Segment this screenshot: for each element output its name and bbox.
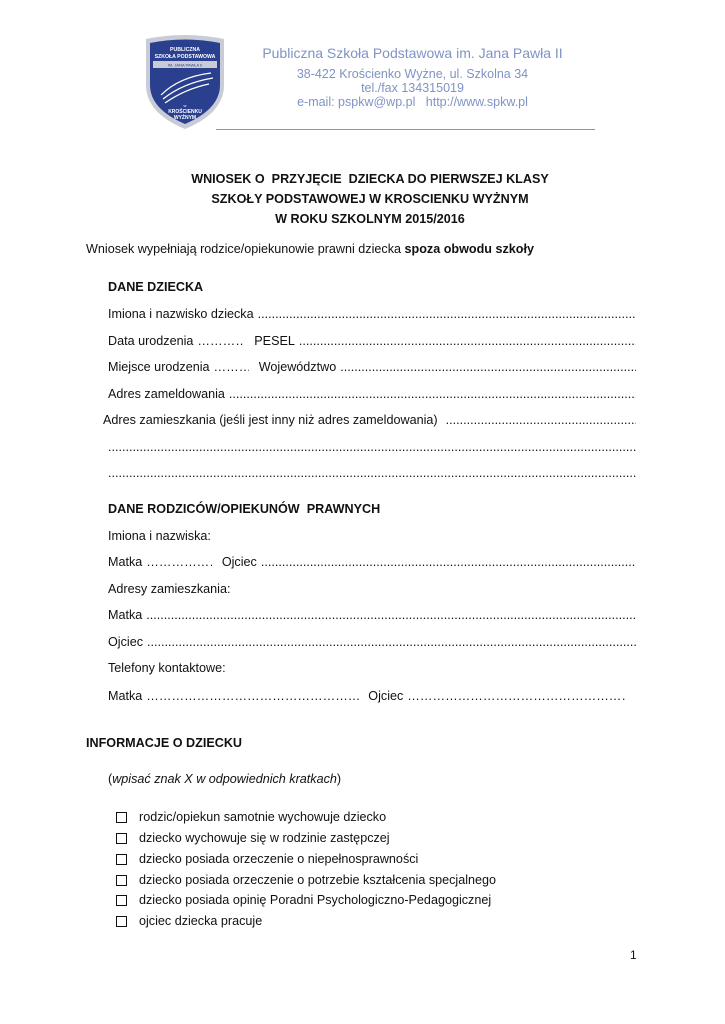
parents-names-row	[108, 555, 636, 573]
logo-text-w: w	[183, 103, 187, 108]
mother-address-field[interactable]	[146, 608, 636, 622]
voivodeship-field[interactable]	[340, 360, 636, 374]
mother-phone-label: Matka	[108, 689, 143, 703]
residence-address-label: Adres zamieszkania (jeśli jest inny niż adres zameldowania)	[103, 413, 438, 427]
residence-address-field-2[interactable]	[108, 440, 636, 454]
residence-address-field[interactable]	[446, 413, 636, 427]
birth-place-field[interactable]	[214, 360, 249, 374]
logo-text-top-2: SZKOŁA PODSTAWOWA	[154, 54, 216, 60]
child-section-heading: DANE DZIECKA	[108, 280, 204, 294]
registered-address-field[interactable]	[229, 387, 636, 401]
form-title	[120, 169, 620, 229]
title-line-3: W ROKU SZKOLNYM 2015/2016	[275, 212, 465, 226]
logo-text-bottom-2: WYŻNYM	[173, 115, 197, 121]
father-address-row[interactable]	[108, 635, 636, 653]
option-row[interactable]	[116, 912, 262, 930]
logo-text-bottom-1: KROŚCIENKU	[168, 109, 202, 115]
mother-phone-field[interactable]	[146, 689, 360, 703]
father-address-label: Ojciec	[108, 635, 143, 649]
father-name-field[interactable]	[261, 555, 636, 569]
birth-place-label: Miejsce urodzenia	[108, 360, 210, 374]
option-row[interactable]	[116, 808, 386, 826]
option-label: dziecko wychowuje się w rodzinie zastępczej	[139, 831, 390, 845]
child-name-label: Imiona i nazwisko dziecka	[108, 307, 254, 321]
registered-address-label: Adres zameldowania	[108, 387, 225, 401]
school-phone: tel./fax 134315019	[361, 81, 464, 95]
checkbox-square-icon[interactable]	[116, 875, 127, 886]
instruction-open: (	[108, 772, 113, 786]
residence-address-field-3[interactable]	[108, 466, 636, 480]
parents-phones-row	[108, 689, 636, 707]
school-name: Publiczna Szkoła Podstawowa im. Jana Pawła II	[262, 45, 563, 61]
father-name-label: Ojciec	[221, 555, 257, 569]
residence-address-line-3[interactable]	[108, 466, 636, 484]
mother-name-field[interactable]	[146, 555, 212, 569]
logo-text-band: IM. JANA PAWŁA II	[167, 62, 203, 68]
title-line-1: WNIOSEK O PRZYJĘCIE DZIECKA DO PIERWSZEJ KLASY	[191, 172, 549, 186]
intro-plain: Wniosek wypełniają rodzice/opiekunowie prawni dziecka	[86, 242, 405, 256]
option-row[interactable]	[116, 829, 390, 847]
mother-address-row[interactable]	[108, 608, 636, 626]
option-label: rodzic/opiekun samotnie wychowuje dziecko	[139, 810, 387, 824]
checkbox-square-icon[interactable]	[116, 833, 127, 844]
child-name-field[interactable]	[258, 307, 636, 321]
option-label: ojciec dziecka pracuje	[139, 914, 263, 928]
school-address: 38-422 Krościenko Wyżne, ul. Szkolna 34	[296, 67, 529, 81]
header-divider	[216, 129, 595, 130]
logo-text-top-1: PUBLICZNA	[170, 47, 200, 53]
voivodeship-label: Województwo	[258, 360, 337, 374]
option-label: dziecko posiada opinię Poradni Psychologiczno-Pedagogicznej	[139, 893, 492, 907]
info-instruction	[108, 772, 341, 786]
father-phone-field[interactable]	[407, 689, 627, 703]
birth-date-row	[108, 334, 636, 352]
checkbox-square-icon[interactable]	[116, 854, 127, 865]
mother-name-label: Matka	[108, 555, 143, 569]
page-number: 1	[630, 948, 637, 962]
option-row[interactable]	[116, 850, 418, 868]
option-row[interactable]	[116, 871, 496, 889]
mother-address-label: Matka	[108, 608, 143, 622]
info-section-heading: INFORMACJE O DZIECKU	[86, 736, 243, 750]
birth-date-label: Data urodzenia	[108, 334, 194, 348]
parents-phones-label: Telefony kontaktowe:	[108, 661, 226, 675]
parents-names-label: Imiona i nazwiska:	[108, 529, 211, 543]
pesel-label: PESEL	[254, 334, 295, 348]
residence-address-row[interactable]	[103, 413, 636, 431]
father-address-field[interactable]	[147, 635, 636, 649]
parents-addresses-label: Adresy zamieszkania:	[108, 582, 231, 596]
instruction-text: wpisać znak X w odpowiednich kratkach	[112, 772, 337, 786]
intro-text	[86, 242, 534, 256]
residence-address-line-2[interactable]	[108, 440, 636, 458]
intro-bold: spoza obwodu szkoły	[404, 242, 534, 256]
option-label: dziecko posiada orzeczenie o potrzebie kształcenia specjalnego	[139, 873, 497, 887]
school-contact: e-mail: pspkw@wp.pl http://www.spkw.pl	[297, 95, 528, 109]
checkbox-square-icon[interactable]	[116, 812, 127, 823]
birth-place-row	[108, 360, 636, 378]
option-label: dziecko posiada orzeczenie o niepełnosprawności	[139, 852, 419, 866]
child-name-row[interactable]	[108, 307, 636, 325]
title-line-2: SZKOŁY PODSTAWOWEJ W KROSCIENKU WYŻNYM	[211, 192, 529, 206]
father-phone-label: Ojciec	[368, 689, 404, 703]
option-row[interactable]	[116, 891, 491, 909]
registered-address-row[interactable]	[108, 387, 636, 405]
birth-date-field[interactable]	[197, 334, 244, 348]
checkbox-square-icon[interactable]	[116, 916, 127, 927]
parents-section-heading: DANE RODZICÓW/OPIEKUNÓW PRAWNYCH	[108, 502, 381, 516]
instruction-close: )	[336, 772, 342, 786]
checkbox-square-icon[interactable]	[116, 895, 127, 906]
pesel-field[interactable]	[299, 334, 636, 348]
